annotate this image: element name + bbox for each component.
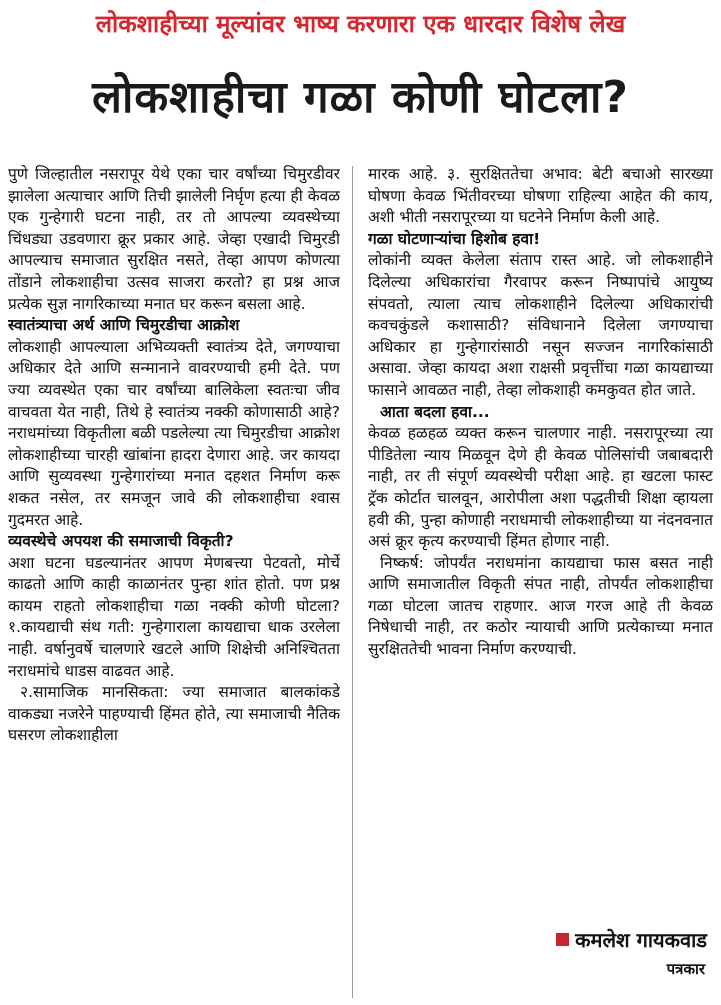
square-bullet-icon (556, 933, 569, 946)
social-mindset-paragraph: २.सामाजिक मानसिकता: ज्या समाजात बालकांकडे वाकड्या नजरेने पाहण्याची हिंमत होते, त्या समाजाची नैतिक घसरण लोकशाहीला (8, 683, 340, 745)
right-column (368, 164, 713, 924)
subheading-accountability: गळा घोटणाऱ्यांचा हिशोब हवा! (368, 229, 541, 248)
headline: लोकशाहीचा गळा कोणी घोटला? (92, 72, 629, 123)
change-paragraph: केवळ हळहळ व्यक्त करून चालणार नाही. नसरापूरच्या त्या पीडितेला न्याय मिळवून देणे ही केवळ पोलिसांची जबाबदारी नाही, तर ती संपूर्ण व्यवस्थेची परीक्षा आहे. हा खटला फास्ट ट्रॅक कोर्टात चालवून, आरोपीला अशा पद्धतीची शिक्षा व्हायला हवी की, पुन्हा कोणाही नराधमाची लोकशाहीच्या या नंदनवनात असं क्रूर कृत्य करण्याची हिंमत होणार नाही. (368, 424, 713, 551)
author-name: कमलेश गायकवाड (575, 928, 707, 952)
conclusion-paragraph: निष्कर्ष: जोपर्यंत नराधमांना कायद्याचा फास बसत नाही आणि समाजातील विकृती संपत नाही, तोपर्यंत लोकशाहीचा गळा घोटला जातच राहणार. आज गरज आहे ती केवळ निषेधाची नाही, तर कठोर न्यायाची आणि प्रत्येकाच्या मनात सुरक्षिततेची भावना निर्माण करण्याची. (368, 553, 713, 659)
left-column (8, 164, 340, 1002)
byline (556, 926, 707, 954)
accountability-paragraph: लोकांनी व्यक्त केलेला संताप रास्त आहे. जो लोकशाहीने दिलेल्या अधिकारांचा गैरवापर करून निष्पापांचे आयुष्य संपवतो, त्याला त्याच लोकशाहीने दिलेल्या अधिकारांची कवचकुंडले कशासाठी? संविधानाने दिलेला जगण्याचा अधिकार हा गुन्हेगारांसाठी नसून सज्जन नागरिकांसाठी असावा. जेव्हा कायदा अशा राक्षसी प्रवृत्तींचा गळा कायद्याच्या फासाने आवळत नाही, तेव्हा लोकशाही कमकुवत होत जाते. (368, 251, 713, 399)
subheading-failure: व्यवस्थेचे अपयश की समाजाची विकृती? (8, 532, 234, 551)
subheading-freedom: स्वातंत्र्याचा अर्थ आणि चिमुरडीचा आक्रोश (8, 316, 240, 335)
author-designation: पत्रकार (666, 960, 705, 978)
column-divider (352, 166, 353, 998)
kicker-title: लोकशाहीच्या मूल्यांवर भाष्य करणारा एक धारदार विशेष लेख (95, 10, 626, 38)
continuation-paragraph: मारक आहे. ३. सुरक्षिततेचा अभाव: बेटी बचाओ सारख्या घोषणा केवळ भिंतीवरच्या घोषणा राहिल्या आहेत की काय, अशी भीती नसरापूरच्या या घटनेने निर्माण केली आहे. (368, 165, 713, 227)
intro-paragraph: पुणे जिल्हातील नसरापूर येथे एका चार वर्षांच्या चिमुरडीवर झालेला अत्याचार आणि तिची झालेली निर्घृण हत्या ही केवळ एक गुन्हेगारी घटना नाही, तर तो आपल्या व्यवस्थेच्या चिंधड्या उडवणारा क्रूर प्रकार आहे. जेव्हा एखादी चिमुरडी आपल्याच समाजात सुरक्षित नसते, तेव्हा आपण कोणत्या तोंडाने लोकशाहीचा उत्सव साजरा करतो? हा प्रश्न आज प्रत्येक सुज्ञ नागरिकाच्या मनात घर करून बसला आहे. (8, 165, 340, 313)
freedom-paragraph: लोकशाही आपल्याला अभिव्यक्ती स्वातंत्र्य देते, जगण्याचा अधिकार देते आणि सन्मानाने वावरण्याची हमी देते. पण ज्या व्यवस्थेत एका चार वर्षांच्या बालिकेला स्वतःचा जीव वाचवता येत नाही, तिथे हे स्वातंत्र्य नक्की कोणासाठी आहे? नराधमांच्या विकृतीला बळी पडलेल्या त्या चिमुरडीचा आक्रोश लोकशाहीच्या चारही खांबांना हादरा देणारा आहे. जर कायदा आणि सुव्यवस्था गुन्हेगारांच्या मनात दहशत निर्माण करू शकत नसेल, तर समजून जावे की लोकशाहीचा श्वास गुदमरत आहे. (8, 337, 340, 529)
failure-paragraph: अशा घटना घडल्यानंतर आपण मेणबत्त्या पेटवतो, मोर्चे काढतो आणि काही काळानंतर पुन्हा शांत होतो. पण प्रश्न कायम राहतो लोकशाहीचा गळा नक्की कोणी घोटला? १.कायद्याची संथ गती: गुन्हेगाराला कायद्याचा धाक उरलेला नाही. वर्षानुवर्षे चालणारे खटले आणि शिक्षेची अनिश्चितता नराधमांचे धाडस वाढवत आहे. (8, 553, 340, 680)
subheading-change: आता बदला हवा... (380, 402, 490, 421)
